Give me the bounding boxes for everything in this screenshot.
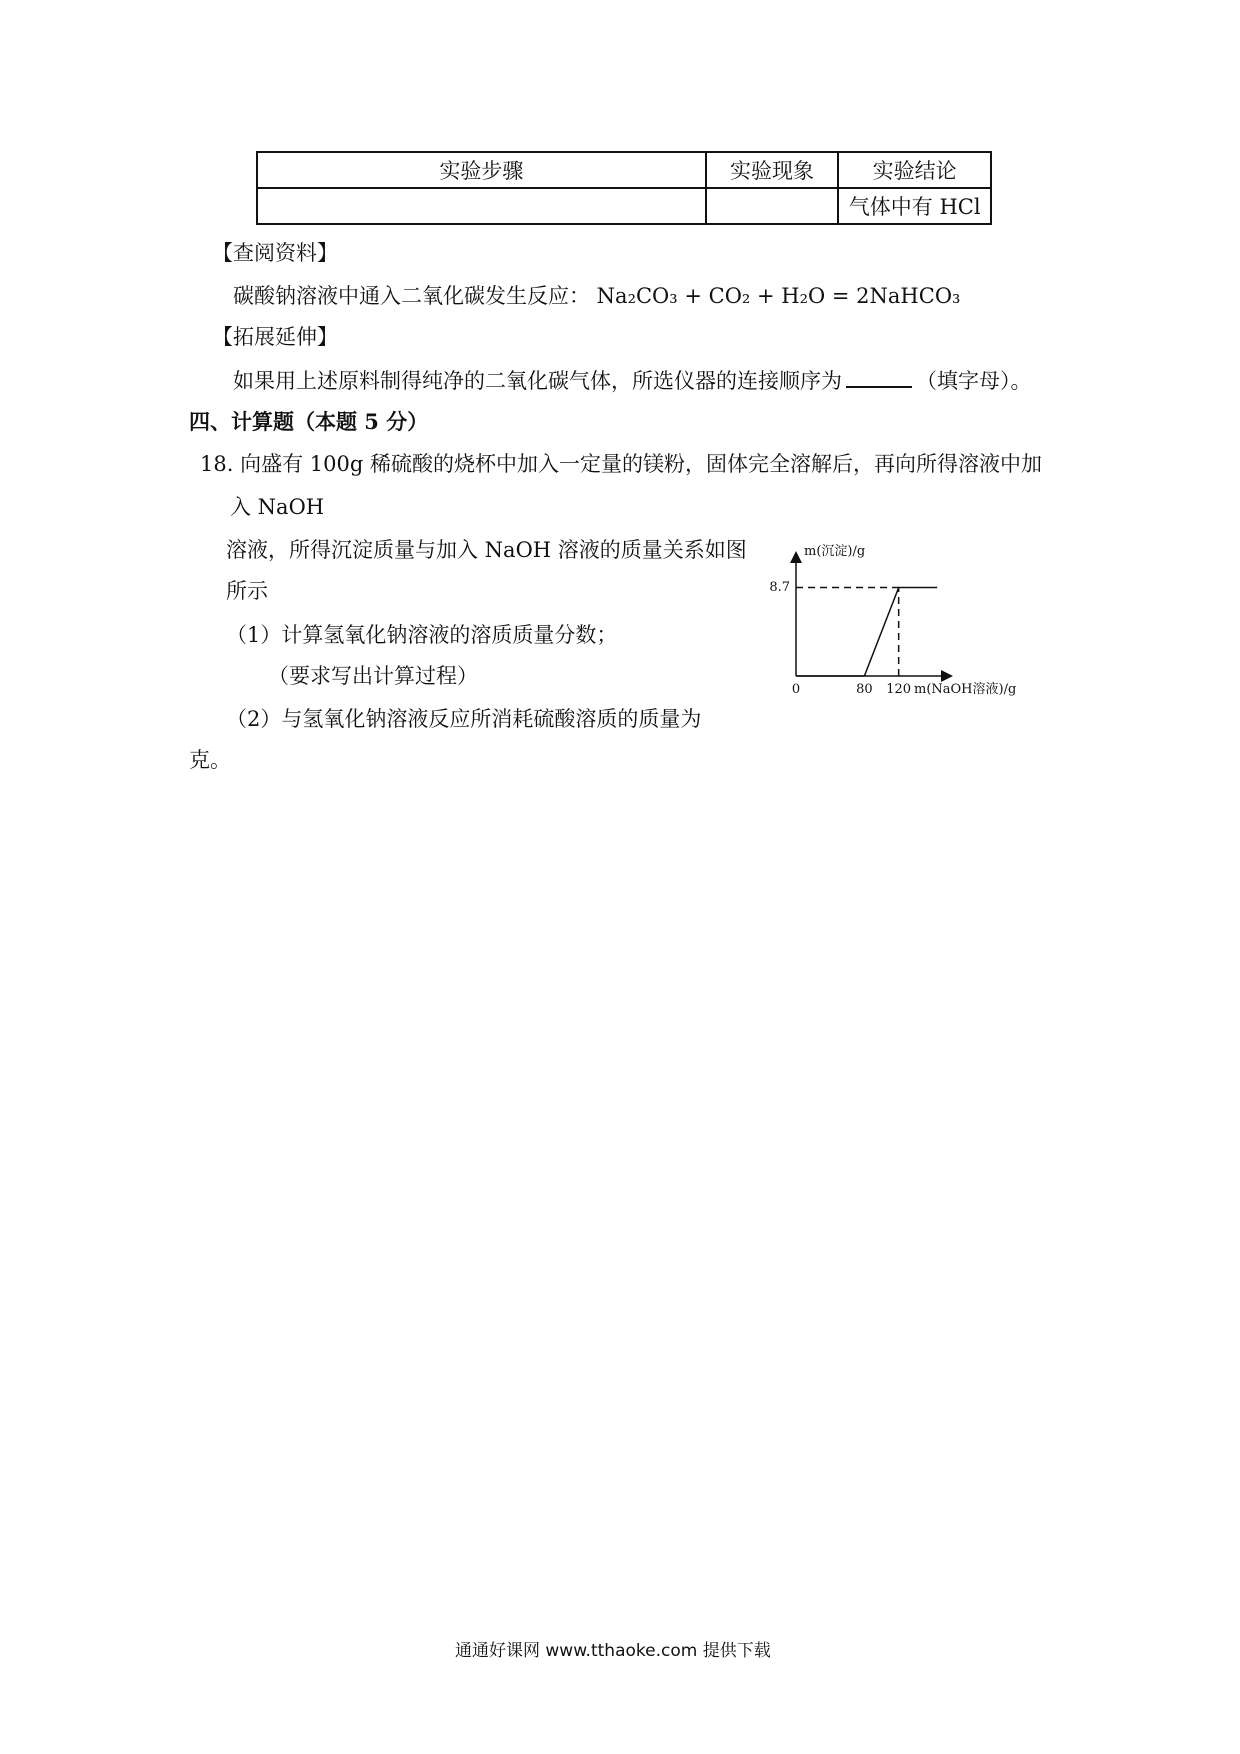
x-tick-label: 120 [886, 681, 912, 697]
x-axis-label: m(NaOH溶液)/g [914, 681, 1017, 697]
question18-sub2: （2）与氢氧化钠溶液反应所消耗硫酸溶质的质量为 [226, 707, 702, 731]
table-header-cell: 实验现象 [706, 152, 839, 188]
table-header-cell: 实验结论 [838, 152, 991, 188]
extend-question-suffix: （填字母）。 [916, 369, 1032, 393]
question18-line2: 入 NaOH [230, 495, 325, 519]
precipitate-series-line [796, 588, 937, 677]
table-cell [257, 188, 706, 224]
x-tick-label: 0 [791, 681, 801, 697]
question18-sub2-end: 克。 [189, 748, 231, 772]
question18-line4: 所示 [226, 579, 268, 603]
answer-blank[interactable] [846, 366, 912, 388]
question18-line3: 溶液，所得沉淀质量与加入 NaOH 溶液的质量关系如图 [226, 538, 747, 562]
experiment-table [256, 151, 992, 225]
precipitate-mass-chart [760, 540, 1050, 700]
footer-text: 通通好课网 www.tthaoke.com 提供下载 [455, 1641, 771, 1661]
part-four-title: 四、计算题（本题 5 分） [189, 409, 429, 434]
y-axis-label: m(沉淀)/g [804, 544, 866, 559]
section-title-extend: 【拓展延伸】 [212, 325, 338, 349]
question18-line1: 18. 向盛有 100g 稀硫酸的烧杯中加入一定量的镁粉，固体完全溶解后，再向所得溶液中加 [200, 452, 1042, 476]
lookup-content: 碳酸钠溶液中通入二氧化碳发生反应： Na₂CO₃ + CO₂ + H₂O = 2NaHCO₃ [233, 284, 961, 308]
extend-question-text: 如果用上述原料制得纯净的二氧化碳气体，所选仪器的连接顺序为 [233, 369, 842, 393]
table-cell: 气体中有 HCl [838, 188, 991, 224]
table-header-row [257, 152, 991, 188]
y-tick-label: 8.7 [769, 580, 790, 596]
table-row [257, 188, 991, 224]
question18-sub1-note: （要求写出计算过程） [268, 664, 478, 688]
table-cell [706, 188, 839, 224]
table-header-cell: 实验步骤 [257, 152, 706, 188]
extend-question [233, 366, 1032, 394]
question18-sub1: （1）计算氢氧化钠溶液的溶质质量分数； [226, 623, 618, 647]
section-title-lookup: 【查阅资料】 [212, 241, 338, 265]
x-tick-label: 80 [856, 681, 873, 697]
